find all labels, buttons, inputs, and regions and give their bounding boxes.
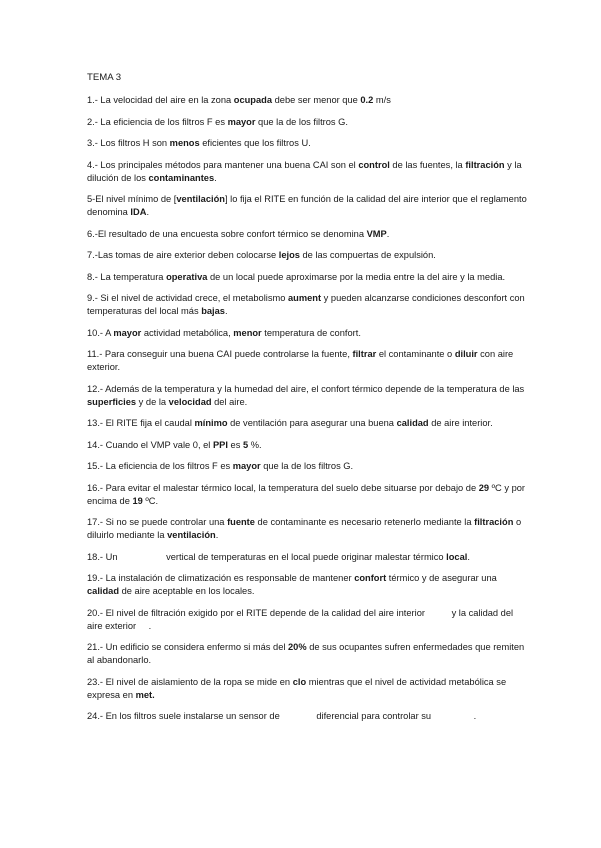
statement-text: actividad metabólica, (141, 327, 234, 338)
statement-text: del aire. (211, 396, 248, 407)
statement-text: de aire interior. (428, 418, 493, 428)
bold-term: 19 (132, 495, 143, 506)
statement-text: de las compuertas de expulsión. (299, 250, 436, 260)
statement-text: diferencial para controlar su (316, 711, 434, 721)
bold-term: mayor (113, 327, 142, 338)
statement-text: 19.- La instalación de climatización es responsable de mantener (87, 573, 355, 583)
bold-term: confort (354, 573, 387, 583)
statement-item (87, 572, 527, 598)
bold-term: VMP (366, 228, 387, 239)
statement-item (87, 116, 527, 129)
bold-term: PPI (212, 439, 228, 450)
statement-text: de un local puede aproximarse por la media entre la del aire y la media. (207, 271, 506, 282)
bold-term: menor (233, 327, 262, 338)
statement-text: 4.- Los principales métodos para mantener una buena CAI son el (87, 159, 359, 170)
bold-term: calidad (87, 586, 120, 596)
statement-text: 15.- La eficiencia de los filtros F es (87, 461, 233, 471)
statement-item (87, 137, 527, 150)
statement-text: . (214, 172, 217, 183)
statement-text: temperatura de confort. (261, 327, 361, 338)
statement-item (87, 193, 527, 219)
statement-text: 8.- La temperatura (87, 271, 167, 282)
bold-term: mayor (232, 461, 261, 471)
statement-item (87, 607, 527, 633)
bold-term: menos (169, 138, 200, 148)
statement-text: 16.- Para evitar el malestar térmico local, la temperatura del suelo debe situarse por debajo de (87, 482, 479, 493)
bold-term: superficies (87, 396, 137, 407)
statement-text: o diluirlo mediante la (87, 517, 522, 540)
statement-text: de sus ocupantes sufren enfermedades que remiten al abandonarlo. (87, 642, 525, 665)
statement-text: 7.-Las tomas de aire exterior deben colocarse (87, 250, 279, 260)
statement-text: 11.- Para conseguir una buena CAI puede controlarse la fuente, (87, 349, 353, 359)
statement-text: y pueden alcanzarse condiciones desconfort con temperaturas del local más (87, 293, 525, 316)
statement-text: m/s (373, 95, 391, 105)
statement-item (87, 516, 527, 542)
statement-text: eficientes que los filtros U. (199, 138, 311, 148)
statement-text: ºC y por encima de (87, 482, 526, 506)
bold-term: diluir (454, 349, 478, 359)
bold-term: local (446, 551, 468, 562)
statement-item (87, 460, 527, 473)
bold-term: filtrar (352, 349, 377, 359)
bold-term: aument (288, 293, 322, 303)
statement-text: de aire aceptable en los locales. (119, 586, 255, 596)
statement-text: 23.- El nivel de aislamiento de la ropa se mide en (87, 676, 293, 687)
statement-text: 9.- Si el nivel de actividad crece, el metabolismo (87, 293, 289, 303)
statement-text: térmico y de asegurar una (386, 573, 497, 583)
bold-term: mínimo (194, 418, 228, 428)
statement-item (87, 710, 527, 723)
bold-term: mayor (227, 116, 256, 127)
statement-text: con aire exterior. (87, 349, 514, 372)
statement-item (87, 327, 527, 340)
bold-term: contaminantes (148, 172, 215, 183)
statement-text: 13.- El RITE fija el caudal (87, 418, 195, 428)
bold-term: ventilación (176, 194, 225, 204)
statement-text: de contaminante es necesario retenerlo mediante la (254, 517, 475, 527)
statement-text: 14.- Cuando el VMP vale 0, el (87, 439, 213, 450)
statement-item (87, 249, 527, 262)
statement-text: 10.- A (87, 327, 114, 338)
statement-text: vertical de temperaturas en el local puede originar malestar térmico (166, 551, 447, 562)
statement-item (87, 159, 527, 185)
statement-list (87, 94, 527, 732)
statement-text: y la dilución de los (87, 159, 522, 183)
statement-text: 18.- Un (87, 551, 121, 562)
statement-text: . (146, 207, 150, 217)
bold-term: 0.2 (360, 95, 374, 105)
statement-item (87, 94, 527, 107)
bold-term: 5 (242, 439, 249, 450)
bold-term: filtración (474, 517, 514, 527)
statement-item (87, 292, 527, 318)
statement-text: %. (248, 439, 262, 450)
statement-text: 2.- La eficiencia de los filtros F es (87, 116, 228, 127)
statement-text: 12.- Además de la temperatura y la humedad del aire, el confort térmico depende de la temperatura de las (87, 383, 525, 394)
statement-item (87, 417, 527, 430)
statement-text: . (148, 620, 152, 631)
bold-term: ventilación (167, 530, 216, 540)
statement-text: de ventilación para asegurar una buena (227, 418, 397, 428)
statement-text: 21.- Un edificio se considera enfermo si más del (87, 642, 289, 652)
statement-item (87, 271, 527, 284)
document-title: TEMA 3 (87, 72, 122, 83)
bold-term: bajas (201, 306, 225, 316)
statement-text: ] lo fija el RITE en función de la calidad del aire interior que el reglamento denomina (87, 194, 527, 217)
bold-term: clo (292, 676, 307, 687)
bold-term: fuente (227, 517, 255, 527)
statement-text: . (215, 530, 219, 540)
bold-term: operativa (166, 271, 208, 282)
statement-text: 5-El nivel mínimo de [ (87, 194, 177, 204)
bold-term: 29 (478, 482, 490, 493)
statement-item (87, 383, 527, 409)
statement-text: 6.-El resultado de una encuesta sobre confort térmico se denomina (87, 228, 367, 239)
bold-term: ocupada (233, 95, 273, 105)
bold-term: velocidad (168, 396, 212, 407)
bold-term: met. (135, 689, 155, 700)
statement-text: . (386, 228, 390, 239)
statement-text: que la de los filtros G. (260, 461, 354, 471)
statement-text: mientras que el nivel de actividad metabólica se expresa en (87, 676, 507, 700)
statement-text: . (473, 711, 477, 721)
bold-term: calidad (396, 418, 429, 428)
bold-term: 20% (288, 642, 307, 652)
statement-text: que la de los filtros G. (255, 116, 348, 127)
statement-text: es (227, 439, 243, 450)
statement-text: y de la (136, 396, 169, 407)
statement-item (87, 228, 527, 241)
statement-item (87, 551, 527, 564)
statement-text: debe ser menor que (272, 95, 361, 105)
bold-term: IDA (130, 207, 147, 217)
statement-text: de las fuentes, la (389, 159, 466, 170)
bold-term: filtración (465, 159, 505, 170)
bold-term: lejos (278, 250, 300, 260)
statement-text: . (224, 306, 228, 316)
statement-text: . (467, 551, 470, 562)
statement-text: ºC. (142, 495, 159, 506)
statement-item (87, 439, 527, 452)
statement-text: el contaminante o (376, 349, 455, 359)
statement-text: 1.- La velocidad del aire en la zona (87, 95, 234, 105)
statement-item (87, 641, 527, 667)
statement-text: 3.- Los filtros H son (87, 138, 170, 148)
statement-text: y la calidad del aire exterior (87, 607, 514, 631)
statement-item (87, 482, 527, 508)
statement-text: 17.- Si no se puede controlar una (87, 517, 228, 527)
statement-text: 20.- El nivel de filtración exigido por el RITE depende de la calidad del aire interior (87, 607, 428, 618)
bold-term: control (358, 159, 390, 170)
statement-text: 24.- En los filtros suele instalarse un sensor de (87, 711, 283, 721)
statement-item (87, 676, 527, 702)
statement-item (87, 348, 527, 374)
